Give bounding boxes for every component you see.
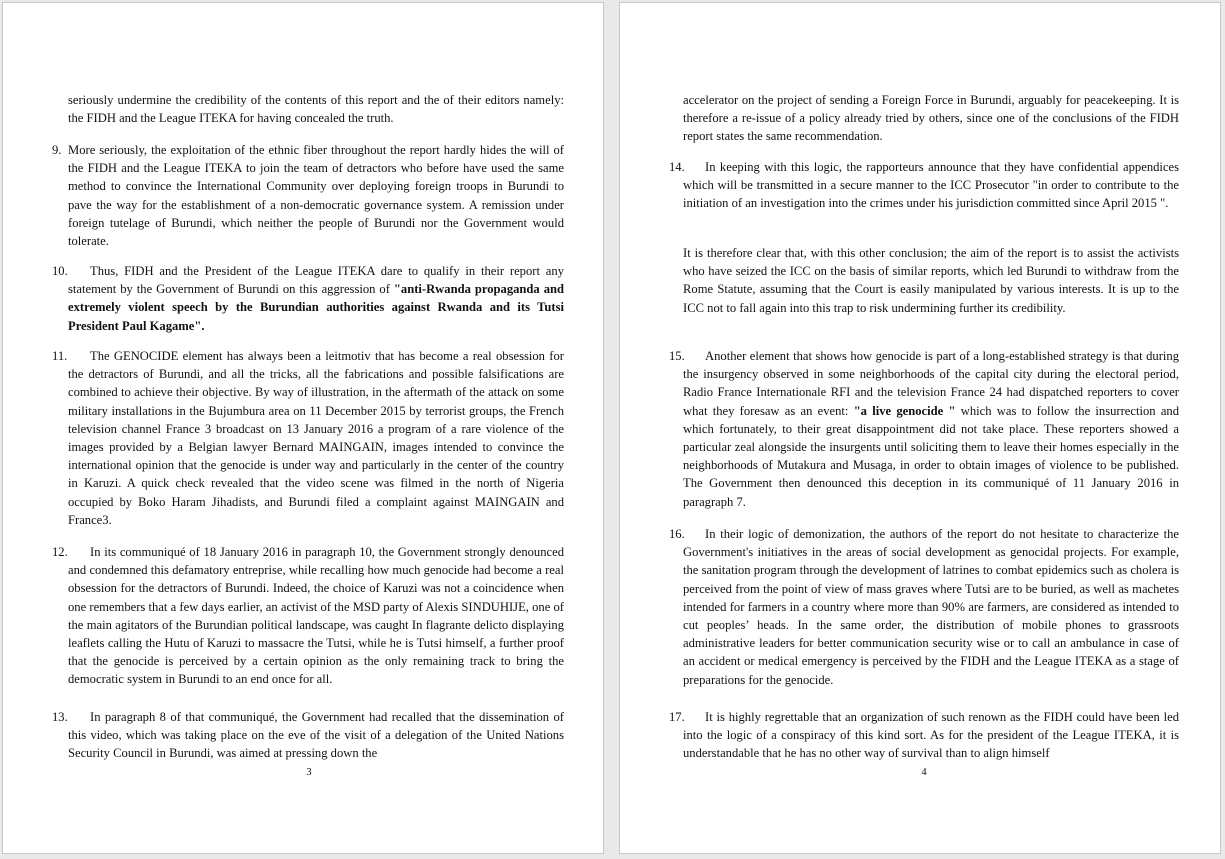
paragraph-10	[68, 262, 564, 335]
page-number: 3	[306, 767, 312, 778]
paragraph-text: In their logic of demonization, the authors of the report do not hesitate to characterize the Government's initiatives in the areas of social development as genocidal projects. For example, the sanitation program through the development of latrines to combat epidemics such as cholera is perceived from the point of view of mass graves where Tutsi are to be buried, as well as machetes intended for farmers in a country where more than 90% are farmers, are considered as intended to cut peoples’ heads. In the same order, the distribution of mobile phones to grassroots administrative leaders for better communication security wise or to call an ambulance in case of an accident or medical emergency is perceived by the FIDH and the League ITEKA as a stage of preparations for the genocide.	[683, 527, 1179, 687]
paragraph-continuation	[683, 91, 1179, 146]
page-number: 4	[921, 767, 927, 778]
paragraph-bold-quote: "anti-Rwanda propaganda and extremely violent speech by the Burundian authorities against Rwanda and its Tutsi President Paul Kagame".	[68, 282, 565, 333]
paragraph-text: It is highly regrettable that an organization of such renown as the FIDH could have been led into the logic of a conspiracy of this kind sort. As for the president of the League ITEKA, it is understandable that he has no other way of survival than to align himself	[683, 710, 1179, 761]
paragraph-16	[683, 525, 1179, 689]
paragraph-text: Thus, FIDH and the President of the League ITEKA dare to qualify in their report any statement by the Government of Burundi on this aggression of	[68, 264, 564, 297]
paragraph-text: seriously undermine the credibility of the contents of this report and the of their editors namely: the FIDH and the League ITEKA for having concealed the truth.	[68, 93, 564, 126]
paragraph-14	[683, 158, 1179, 213]
paragraph-text: In keeping with this logic, the rapporteurs announce that they have confidential appendices which will be transmitted in a secure manner to the ICC Prosecutor "in order to contribute to the initiation of an investigation into the crimes under his jurisdiction committed since April 2015 ".	[683, 160, 1179, 211]
paragraph-number: 9.	[52, 143, 62, 157]
paragraph-13	[68, 708, 564, 763]
paragraph-number: 11.	[52, 349, 68, 363]
paragraph-number: 17.	[669, 710, 685, 724]
paragraph-9	[68, 141, 564, 250]
paragraph-text: The GENOCIDE element has always been a leitmotiv that has become a real obsession for the detractors of Burundi, and all the tricks, all the fabrications and possible falsifications are combined to achieve their objective. By way of illustration, in the aftermath of the attack on some military installations in the Bujumbura area on 11 December 2015 by terrorist groups, the French television channel France 3 broadcast on 13 January 2016 a program of a rare violence of the images provided by a Belgian lawyer Bernard MAINGAIN, images intended to convince the international opinion that the genocide is under way and particularly in the center of the country in Karuzi. A quick check revealed that the video scene was filmed in the north of Nigeria occupied by Boko Haram Jihadists, and Burundi filed a complaint against MAINGAIN and France3.	[68, 349, 564, 527]
paragraph-14-continued	[683, 244, 1179, 317]
paragraph-number: 16.	[669, 527, 685, 541]
paragraph-number: 13.	[52, 710, 68, 724]
document-page-4	[619, 2, 1221, 854]
paragraph-text: In paragraph 8 of that communiqué, the Government had recalled that the dissemination of this video, which was taking place on the eve of the visit of a delegation of the United Nations Security Council in Burundi, was aimed at pressing down the	[68, 710, 564, 761]
paragraph-continuation	[68, 91, 564, 127]
document-page-3	[2, 2, 604, 854]
paragraph-11	[68, 347, 564, 529]
paragraph-text: Another element that shows how genocide is part of a long-established strategy is that during the insurgency observed in some neighborhoods of the capital city during the electoral period, Radio France Internationale RFI and the television France 24 had dispatched reporters to cover what they foresaw as an event:	[683, 349, 1179, 418]
paragraph-17	[683, 708, 1179, 763]
paragraph-number: 14.	[669, 160, 685, 174]
paragraph-number: 15.	[669, 349, 685, 363]
paragraph-15	[683, 347, 1179, 511]
paragraph-text: In its communiqué of 18 January 2016 in paragraph 10, the Government strongly denounced and condemned this defamatory entreprise, while recalling how much genocide had become a real obsession for the detractors of Burundi. Indeed, the choice of Karuzi was not a coincidence when one remembers that a few days earlier, an activist of the MSD party of Alexis SINDUHIJE, one of the main agitators of the Burundian political landscape, was caught In flagrante delicto displaying leaflets calling the Hutu of Karuzi to massacre the Tutsi, while he is Tutsi himself, a further proof that the genocide is perceived by a certain opinion as the only remaining track to bring the democratic system in Burundi to an end once for all.	[68, 545, 564, 687]
paragraph-bold-quote: "a live genocide "	[853, 403, 956, 418]
paragraph-number: 12.	[52, 545, 68, 559]
paragraph-12	[68, 543, 564, 689]
paragraph-text: accelerator on the project of sending a Foreign Force in Burundi, arguably for peacekeeping. It is therefore a re-issue of a policy already tried by others, since one of the conclusions of the FIDH report states the same recommendation.	[683, 93, 1179, 144]
paragraph-text: It is therefore clear that, with this other conclusion; the aim of the report is to assist the activists who have seized the ICC on the basis of similar reports, which led Burundi to withdraw from the Rome Statute, assuming that the Court is easily manipulated by various interests. It is up to the ICC not to fall again into this trap to risk undermining further its credibility.	[683, 246, 1179, 315]
paragraph-number: 10.	[52, 264, 68, 278]
paragraph-text: which was to follow the insurrection and which fortunately, to their great disappointment did not take place. These reporters showed a particular zeal alongside the insurgents until soliciting them to leave their homes especially in the neighborhoods of Mutakura and Musaga, in order to obtain images of violence to be published. The Government then denounced this deception in its communiqué of 11 January 2016 in paragraph 7.	[683, 403, 1180, 509]
paragraph-text: More seriously, the exploitation of the ethnic fiber throughout the report hardly hides the will of the FIDH and the League ITEKA to join the team of detractors who before have used the same method to convince the International Community over deploying foreign troops in Burundi to pave the way for the establishment of a non-democratic governance system. A remission under foreign tutelage of Burundi, which neither the people of Burundi nor the Government would tolerate.	[68, 143, 564, 249]
